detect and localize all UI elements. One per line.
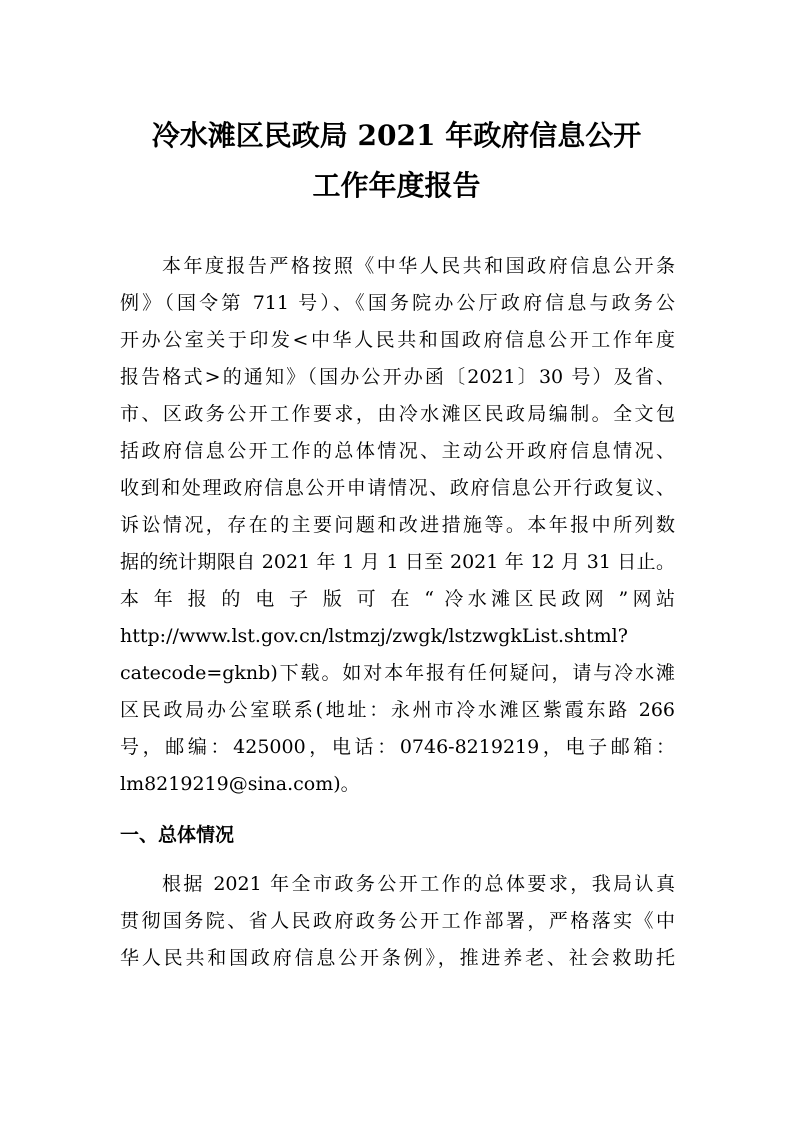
intro-line: 开办公室关于印发<中华人民共和国政府信息公开工作年度 [120,329,675,351]
document-title-line-2: 工作年度报告 [312,169,481,202]
intro-line: 市、区政务公开工作要求，由冷水滩区民政局编制。全文包 [120,403,675,425]
intro-line: 括政府信息公开工作的总体情况、主动公开政府信息情况、 [120,440,675,462]
intro-line-url: http://www.lst.gov.cn/lstmzj/zwgk/lstzwgkList.shtml? [120,625,628,647]
intro-line: 例》（国令第 711 号）、《国务院办公厅政府信息与政务公 [120,292,675,314]
intro-line: 诉讼情况，存在的主要问题和改进措施等。本年报中所列数 [120,514,675,536]
section1-line: 华人民共和国政府信息公开条例》，推进养老、社会救助托 [120,947,675,969]
section1-line: 根据 2021 年全市政务公开工作的总体要求，我局认真 [162,873,675,895]
intro-line: catecode=gknb)下载。如对本年报有任何疑问，请与冷水滩 [120,662,675,684]
intro-line: 收到和处理政府信息公开申请情况、政府信息公开行政复议、 [120,477,675,499]
intro-line: lm8219219@sina.com)。 [120,773,360,795]
intro-line: 区民政局办公室联系(地址：永州市冷水滩区紫霞东路 266 [120,699,675,721]
intro-line: 本年度报告严格按照《中华人民共和国政府信息公开条 [162,255,675,277]
intro-line: 号，邮编：425000，电话：0746-8219219，电子邮箱： [120,736,675,758]
intro-line: 报告格式>的通知》（国办公开办函〔2021〕30 号）及省、 [120,366,675,388]
document-title-line-1: 冷水滩区民政局 2021 年政府信息公开 [151,119,642,152]
section1-line: 贯彻国务院、省人民政府政务公开工作部署，严格落实《中 [120,910,675,932]
intro-line: 据的统计期限自 2021 年 1 月 1 日至 2021 年 12 月 31 日止。 [120,551,675,573]
section-heading-overview: 一、总体情况 [120,824,235,846]
intro-line: 本 年 报 的 电 子 版 可 在 “ 冷水滩区民政网 ”网站 [120,588,675,610]
